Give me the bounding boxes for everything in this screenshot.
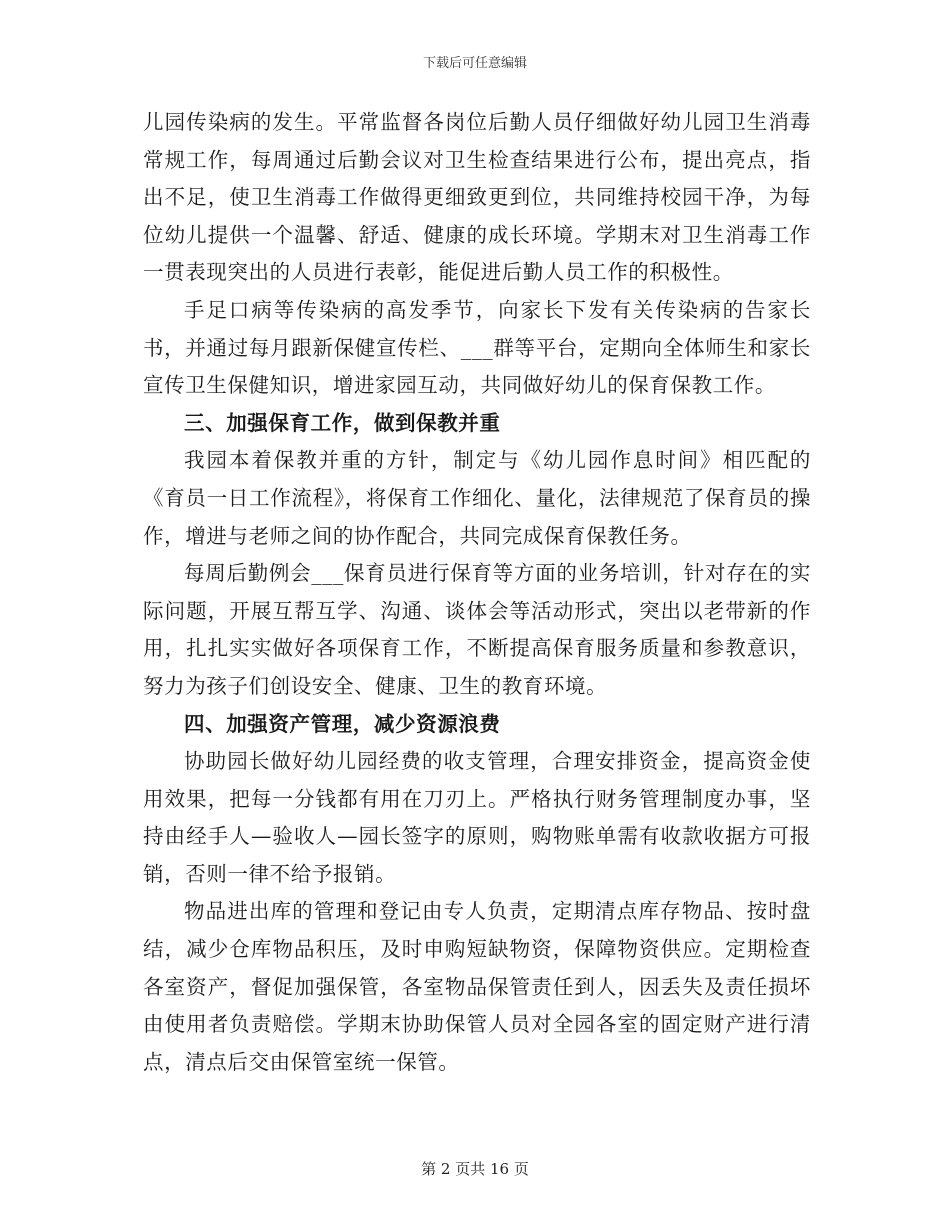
page-footer: 第 2 页共 16 页 xyxy=(421,1160,529,1178)
section-heading-3: 三、加强保育工作，做到保教并重 xyxy=(184,410,501,435)
paragraph-finance: 协助园长做好幼儿园经费的收支管理，合理安排资金，提高资金使用效果，把每一分钱都有用在刀刃上。严格执行财务管理制度办事，坚持由经手人—验收人—园长签字的原则，购物账单需有收款收据方可报销，否则一律不给予报销。 xyxy=(143,749,811,886)
paragraph-care-education: 我园本着保教并重的方针，制定与《幼儿园作息时间》相匹配的《育员一日工作流程》，将保育工作细化、量化，法律规范了保育员的操作，增进与老师之间的协作配合，共同完成保育保教任务。 xyxy=(143,448,811,548)
document-body xyxy=(143,104,811,1081)
paragraph-hfmd-notice: 手足口病等传染病的高发季节，向家长下发有关传染病的告家长书，并通过每月跟新保健宣传栏、___群等平台，定期向全体师生和家长宣传卫生保健知识，增进家园互动，共同做好幼儿的保育保教工作。 xyxy=(143,297,811,398)
page-header: 下载后可任意编辑 xyxy=(422,56,527,71)
paragraph-continued: 儿园传染病的发生。平常监督各岗位后勤人员仔细做好幼儿园卫生消毒常规工作，每周通过后勤会议对卫生检查结果进行公布，提出亮点，指出不足，使卫生消毒工作做得更细致更到位，共同维持校园干净，为每位幼儿提供一个温馨、舒适、健康的成长环境。学期末对卫生消毒工作一贯表现突出的人员进行表彰，能促进后勤人员工作的积极性。 xyxy=(143,110,811,285)
paragraph-inventory: 物品进出库的管理和登记由专人负责，定期清点库存物品、按时盘结，减少仓库物品积压，及时申购短缺物资，保障物资供应。定期检查各室资产，督促加强保管，各室物品保管责任到人，因丢失及责任损坏由使用者负责赔偿。学期末协助保管人员对全园各室的固定财产进行清点，清点后交由保管室统一保管。 xyxy=(143,899,811,1074)
section-heading-4: 四、加强资产管理，减少资源浪费 xyxy=(184,711,501,736)
paragraph-weekly-training: 每周后勤例会___保育员进行保育等方面的业务培训，针对存在的实际问题，开展互帮互学、沟通、谈体会等活动形式，突出以老带新的作用，扎扎实实做好各项保育工作，不断提高保育服务质量和参教意识，努力为孩子们创设安全、健康、卫生的教育环境。 xyxy=(143,561,811,698)
